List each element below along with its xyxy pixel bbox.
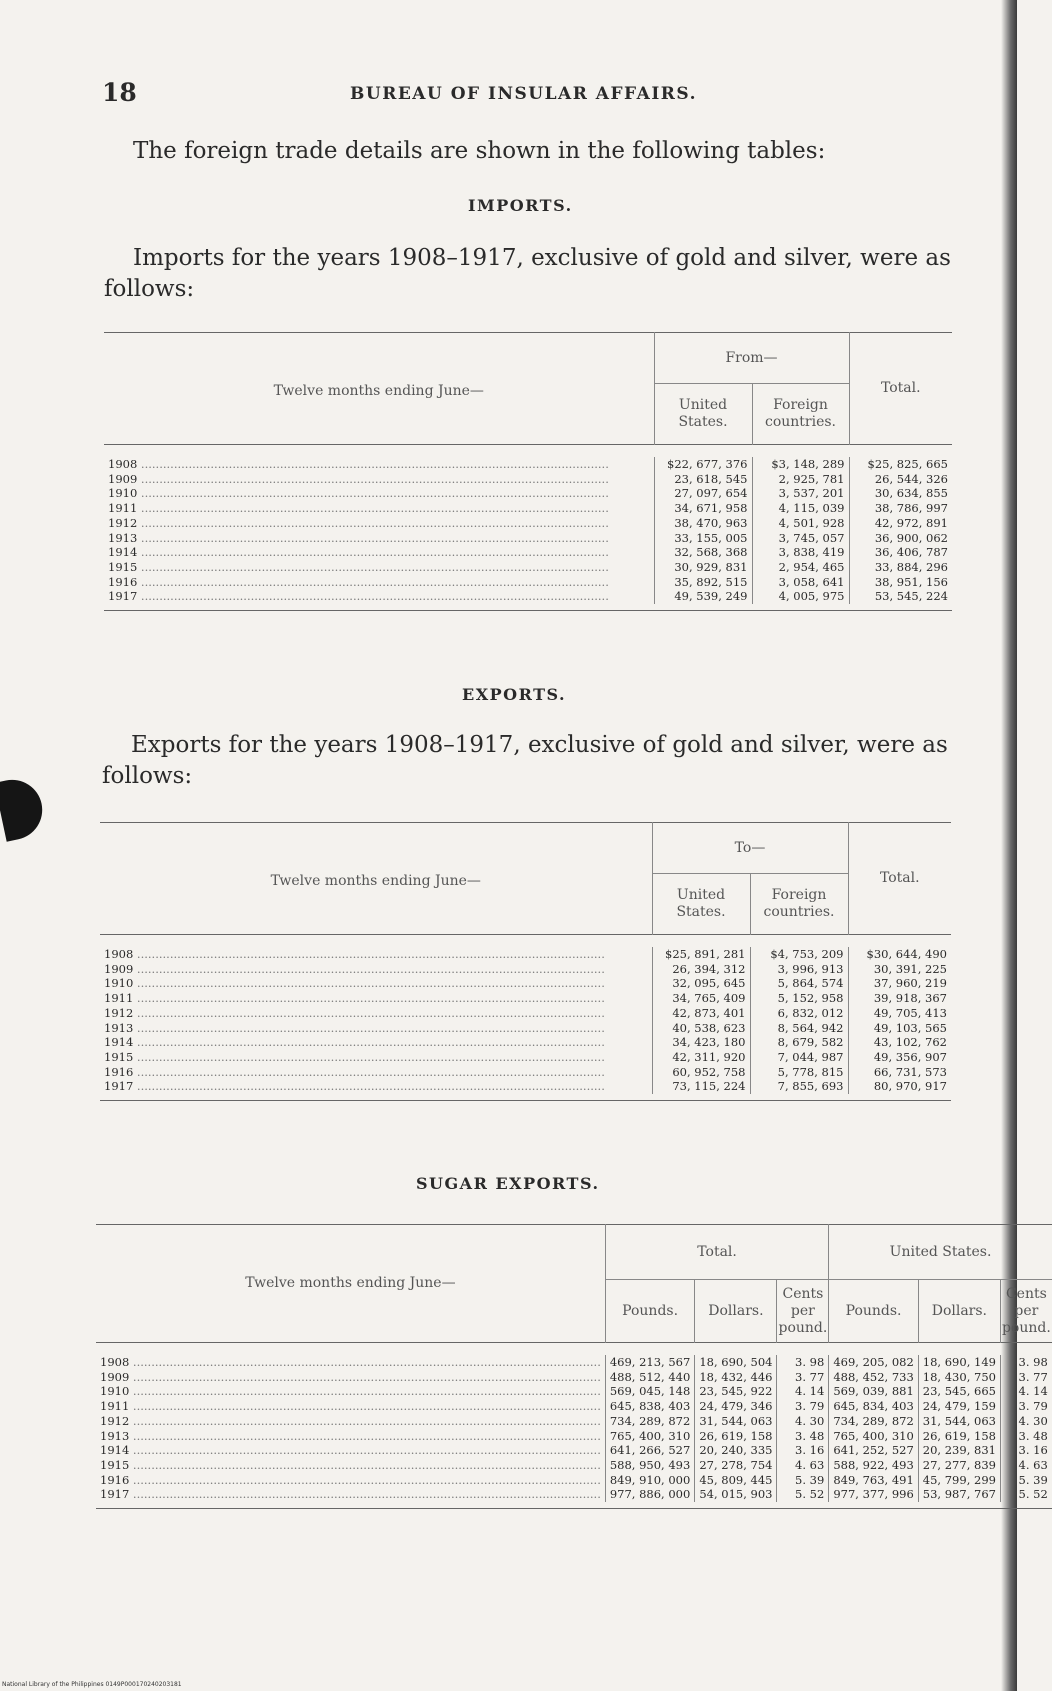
cell-us: 42, 873, 401 (652, 1006, 750, 1021)
sugar-heading: SUGAR EXPORTS. (416, 1174, 600, 1193)
cell-foreign: 3, 537, 201 (752, 486, 849, 501)
cell-t-pounds: 765, 400, 310 (605, 1429, 694, 1444)
cell-u-cents: 4. 63 (1000, 1458, 1051, 1473)
row-year: 1916 ..... (96, 1473, 605, 1488)
cell-total: 49, 705, 413 (848, 1006, 951, 1021)
sugar-col-total-pounds: Pounds. (605, 1280, 694, 1343)
row-year: 1917 ..... (96, 1487, 605, 1502)
cell-total: 39, 918, 367 (848, 991, 951, 1006)
cell-u-dollars: 27, 277, 839 (918, 1458, 1000, 1473)
cell-t-dollars: 54, 015, 903 (695, 1487, 777, 1502)
cell-t-dollars: 27, 278, 754 (695, 1458, 777, 1473)
cell-u-cents: 5. 52 (1000, 1487, 1051, 1502)
row-year: 1913 ..... (96, 1429, 605, 1444)
imports-body (104, 457, 952, 604)
row-year: 1915 ..... (96, 1458, 605, 1473)
cell-u-dollars: 20, 239, 831 (918, 1443, 1000, 1458)
exports-col-group: To— (652, 823, 848, 874)
sugar-group-us: United States. (829, 1225, 1052, 1280)
table-row (100, 1065, 951, 1080)
cell-foreign: 5, 152, 958 (750, 991, 848, 1006)
page-header (102, 78, 982, 108)
cell-u-pounds: 588, 922, 493 (829, 1458, 918, 1473)
cell-t-cents: 4. 14 (777, 1384, 829, 1399)
cell-foreign: 3, 058, 641 (752, 575, 849, 590)
exports-col-foreign: Foreign countries. (750, 874, 848, 935)
cell-u-dollars: 18, 430, 750 (918, 1370, 1000, 1385)
table-row (96, 1443, 1052, 1458)
cell-total: $25, 825, 665 (849, 457, 952, 472)
intro-text: The foreign trade details are shown in the following tables: (133, 138, 826, 164)
cell-foreign: 7, 044, 987 (750, 1050, 848, 1065)
cell-u-cents: 3. 79 (1000, 1399, 1051, 1414)
cell-u-pounds: 734, 289, 872 (829, 1414, 918, 1429)
table-row (104, 516, 952, 531)
running-head: BUREAU OF INSULAR AFFAIRS. (350, 84, 697, 104)
row-year: 1911 ..... (100, 991, 652, 1006)
cell-foreign: 6, 832, 012 (750, 1006, 848, 1021)
cell-foreign: 8, 564, 942 (750, 1021, 848, 1036)
cell-us: 26, 394, 312 (652, 962, 750, 977)
cell-us: 33, 155, 005 (654, 531, 752, 546)
row-year: 1908 ..... (104, 457, 654, 472)
table-row (96, 1487, 1052, 1502)
table-row (100, 1035, 951, 1050)
table-row (96, 1473, 1052, 1488)
cell-total: 53, 545, 224 (849, 589, 952, 604)
row-year: 1911 ..... (96, 1399, 605, 1414)
row-year: 1913 ..... (100, 1021, 652, 1036)
scan-footer: National Library of the Philippines 0149P000170240203181 (2, 1681, 182, 1688)
cell-t-cents: 3. 16 (777, 1443, 829, 1458)
sugar-table (96, 1224, 1052, 1509)
cell-foreign: 3, 838, 419 (752, 545, 849, 560)
row-year: 1910 ..... (100, 976, 652, 991)
row-year: 1914 ..... (104, 545, 654, 560)
cell-foreign: 3, 996, 913 (750, 962, 848, 977)
imports-col-foreign: Foreign countries. (752, 384, 849, 445)
table-row (104, 501, 952, 516)
cell-us: 34, 765, 409 (652, 991, 750, 1006)
cell-total: 36, 900, 062 (849, 531, 952, 546)
cell-us: 34, 671, 958 (654, 501, 752, 516)
cell-t-pounds: 977, 886, 000 (605, 1487, 694, 1502)
cell-foreign: 4, 115, 039 (752, 501, 849, 516)
row-year: 1908 ..... (96, 1355, 605, 1370)
cell-t-pounds: 734, 289, 872 (605, 1414, 694, 1429)
cell-u-cents: 3. 48 (1000, 1429, 1051, 1444)
cell-us: 49, 539, 249 (654, 589, 752, 604)
row-year: 1908 ..... (100, 947, 652, 962)
imports-col-total: Total. (849, 333, 952, 445)
cell-t-cents: 4. 30 (777, 1414, 829, 1429)
table-row (96, 1384, 1052, 1399)
cell-total: 42, 972, 891 (849, 516, 952, 531)
imports-col-period: Twelve months ending June— (273, 382, 484, 399)
row-year: 1910 ..... (104, 486, 654, 501)
sugar-col-period: Twelve months ending June— (245, 1275, 456, 1291)
cell-u-cents: 3. 16 (1000, 1443, 1051, 1458)
row-year: 1913 ..... (104, 531, 654, 546)
cell-total: 80, 970, 917 (848, 1079, 951, 1094)
cell-t-pounds: 588, 950, 493 (605, 1458, 694, 1473)
cell-us: $25, 891, 281 (652, 947, 750, 962)
row-year: 1914 ..... (100, 1035, 652, 1050)
sugar-body (96, 1355, 1052, 1502)
row-year: 1912 ..... (96, 1414, 605, 1429)
exports-heading: EXPORTS. (462, 685, 567, 704)
cell-u-dollars: 45, 799, 299 (918, 1473, 1000, 1488)
cell-u-dollars: 31, 544, 063 (918, 1414, 1000, 1429)
table-row (100, 1050, 951, 1065)
cell-us: 38, 470, 963 (654, 516, 752, 531)
row-year: 1909 ..... (104, 472, 654, 487)
exports-text: Exports for the years 1908–1917, exclusive of gold and silver, were as follows: (102, 732, 948, 789)
table-row (104, 545, 952, 560)
cell-foreign: 3, 745, 057 (752, 531, 849, 546)
cell-total: 66, 731, 573 (848, 1065, 951, 1080)
row-year: 1915 ..... (104, 560, 654, 575)
row-year: 1910 ..... (96, 1384, 605, 1399)
page-number: 18 (102, 78, 137, 107)
cell-us: 27, 097, 654 (654, 486, 752, 501)
cell-t-dollars: 31, 544, 063 (695, 1414, 777, 1429)
row-year: 1916 ..... (100, 1065, 652, 1080)
cell-t-pounds: 469, 213, 567 (605, 1355, 694, 1370)
imports-text: Imports for the years 1908–1917, exclusive of gold and silver, were as follows: (104, 245, 951, 302)
row-year: 1909 ..... (100, 962, 652, 977)
cell-u-cents: 5. 39 (1000, 1473, 1051, 1488)
cell-t-pounds: 488, 512, 440 (605, 1370, 694, 1385)
sugar-col-us-pounds: Pounds. (829, 1280, 918, 1343)
cell-foreign: $4, 753, 209 (750, 947, 848, 962)
cell-u-dollars: 24, 479, 159 (918, 1399, 1000, 1414)
cell-us: 30, 929, 831 (654, 560, 752, 575)
cell-foreign: 7, 855, 693 (750, 1079, 848, 1094)
cell-total: 36, 406, 787 (849, 545, 952, 560)
cell-foreign: 4, 501, 928 (752, 516, 849, 531)
cell-total: $30, 644, 490 (848, 947, 951, 962)
cell-total: 37, 960, 219 (848, 976, 951, 991)
sugar-col-us-dollars: Dollars. (918, 1280, 1000, 1343)
cell-t-dollars: 24, 479, 346 (695, 1399, 777, 1414)
row-year: 1914 ..... (96, 1443, 605, 1458)
cell-total: 30, 634, 855 (849, 486, 952, 501)
cell-us: 23, 618, 545 (654, 472, 752, 487)
cell-t-cents: 5. 52 (777, 1487, 829, 1502)
exports-col-period: Twelve months ending June— (270, 872, 481, 889)
table-row (104, 457, 952, 472)
table-row (100, 976, 951, 991)
cell-foreign: 2, 925, 781 (752, 472, 849, 487)
cell-u-pounds: 977, 377, 996 (829, 1487, 918, 1502)
cell-t-pounds: 641, 266, 527 (605, 1443, 694, 1458)
cell-u-pounds: 469, 205, 082 (829, 1355, 918, 1370)
exports-body (100, 947, 951, 1094)
table-row (104, 531, 952, 546)
cell-t-pounds: 849, 910, 000 (605, 1473, 694, 1488)
cell-us: 60, 952, 758 (652, 1065, 750, 1080)
cell-u-cents: 3. 77 (1000, 1370, 1051, 1385)
cell-u-cents: 4. 30 (1000, 1414, 1051, 1429)
cell-t-cents: 4. 63 (777, 1458, 829, 1473)
table-row (104, 486, 952, 501)
cell-t-pounds: 645, 838, 403 (605, 1399, 694, 1414)
imports-heading: IMPORTS. (468, 196, 573, 215)
cell-us: 35, 892, 515 (654, 575, 752, 590)
row-year: 1911 ..... (104, 501, 654, 516)
table-row (100, 947, 951, 962)
sugar-group-total: Total. (605, 1225, 828, 1280)
table-row (100, 962, 951, 977)
cell-foreign: 4, 005, 975 (752, 589, 849, 604)
cell-foreign: 5, 864, 574 (750, 976, 848, 991)
scan-blot (0, 774, 48, 841)
cell-total: 38, 951, 156 (849, 575, 952, 590)
row-year: 1915 ..... (100, 1050, 652, 1065)
cell-u-pounds: 645, 834, 403 (829, 1399, 918, 1414)
cell-us: 73, 115, 224 (652, 1079, 750, 1094)
row-year: 1917 ..... (100, 1079, 652, 1094)
cell-t-dollars: 23, 545, 922 (695, 1384, 777, 1399)
cell-t-dollars: 45, 809, 445 (695, 1473, 777, 1488)
cell-t-cents: 3. 48 (777, 1429, 829, 1444)
row-year: 1909 ..... (96, 1370, 605, 1385)
cell-u-pounds: 488, 452, 733 (829, 1370, 918, 1385)
cell-us: 40, 538, 623 (652, 1021, 750, 1036)
cell-t-pounds: 569, 045, 148 (605, 1384, 694, 1399)
table-row (104, 560, 952, 575)
table-row (96, 1370, 1052, 1385)
cell-total: 33, 884, 296 (849, 560, 952, 575)
cell-u-cents: 3. 98 (1000, 1355, 1051, 1370)
sugar-col-total-cents: Cents per pound. (777, 1280, 829, 1343)
cell-foreign: $3, 148, 289 (752, 457, 849, 472)
cell-u-pounds: 765, 400, 310 (829, 1429, 918, 1444)
cell-t-cents: 3. 79 (777, 1399, 829, 1414)
cell-us: $22, 677, 376 (654, 457, 752, 472)
table-row (96, 1429, 1052, 1444)
cell-u-pounds: 569, 039, 881 (829, 1384, 918, 1399)
cell-t-dollars: 18, 432, 446 (695, 1370, 777, 1385)
cell-u-dollars: 26, 619, 158 (918, 1429, 1000, 1444)
cell-t-cents: 3. 77 (777, 1370, 829, 1385)
cell-total: 38, 786, 997 (849, 501, 952, 516)
cell-foreign: 8, 679, 582 (750, 1035, 848, 1050)
row-year: 1917 ..... (104, 589, 654, 604)
table-row (104, 575, 952, 590)
cell-foreign: 2, 954, 465 (752, 560, 849, 575)
cell-total: 30, 391, 225 (848, 962, 951, 977)
imports-table (104, 332, 952, 611)
cell-u-pounds: 641, 252, 527 (829, 1443, 918, 1458)
row-year: 1912 ..... (100, 1006, 652, 1021)
table-row (96, 1355, 1052, 1370)
cell-total: 26, 544, 326 (849, 472, 952, 487)
table-row (104, 472, 952, 487)
cell-total: 49, 356, 907 (848, 1050, 951, 1065)
cell-u-dollars: 23, 545, 665 (918, 1384, 1000, 1399)
cell-foreign: 5, 778, 815 (750, 1065, 848, 1080)
cell-t-cents: 3. 98 (777, 1355, 829, 1370)
table-row (96, 1399, 1052, 1414)
table-row (100, 1079, 951, 1094)
table-row (104, 589, 952, 604)
cell-u-cents: 4. 14 (1000, 1384, 1051, 1399)
cell-t-dollars: 20, 240, 335 (695, 1443, 777, 1458)
cell-t-dollars: 18, 690, 504 (695, 1355, 777, 1370)
cell-u-dollars: 18, 690, 149 (918, 1355, 1000, 1370)
exports-col-us: United States. (652, 874, 750, 935)
cell-u-pounds: 849, 763, 491 (829, 1473, 918, 1488)
table-row (96, 1414, 1052, 1429)
cell-t-dollars: 26, 619, 158 (695, 1429, 777, 1444)
sugar-col-us-cents: Cents per pound. (1000, 1280, 1051, 1343)
cell-t-cents: 5. 39 (777, 1473, 829, 1488)
cell-us: 42, 311, 920 (652, 1050, 750, 1065)
exports-col-total: Total. (848, 823, 951, 935)
table-row (96, 1458, 1052, 1473)
sugar-col-total-dollars: Dollars. (695, 1280, 777, 1343)
cell-total: 43, 102, 762 (848, 1035, 951, 1050)
row-year: 1916 ..... (104, 575, 654, 590)
cell-total: 49, 103, 565 (848, 1021, 951, 1036)
cell-us: 32, 095, 645 (652, 976, 750, 991)
table-row (100, 1021, 951, 1036)
cell-u-dollars: 53, 987, 767 (918, 1487, 1000, 1502)
row-year: 1912 ..... (104, 516, 654, 531)
table-row (100, 1006, 951, 1021)
table-row (100, 991, 951, 1006)
cell-us: 32, 568, 368 (654, 545, 752, 560)
exports-table (100, 822, 951, 1101)
cell-us: 34, 423, 180 (652, 1035, 750, 1050)
imports-col-group: From— (654, 333, 849, 384)
imports-col-us: United States. (654, 384, 752, 445)
